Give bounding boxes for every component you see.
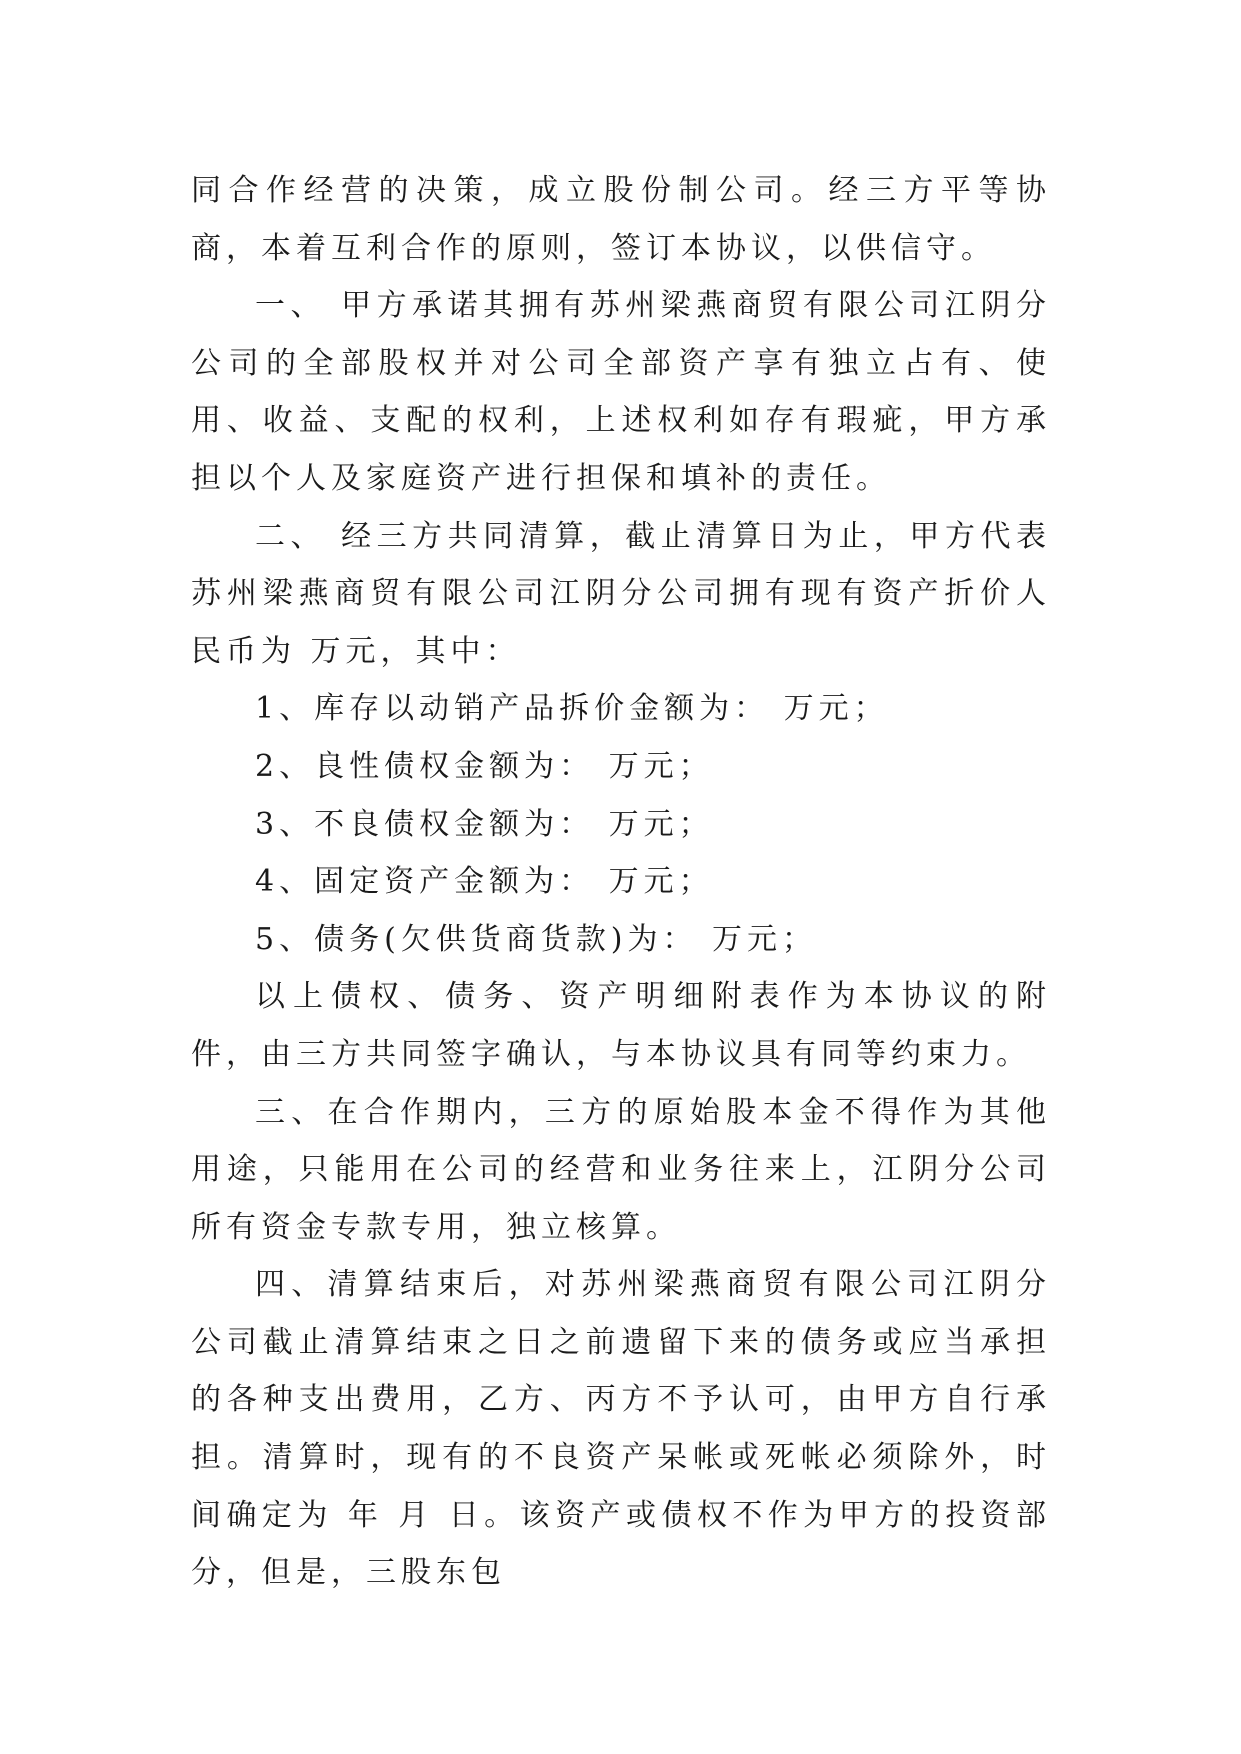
paragraph-clause-1: 一、 甲方承诺其拥有苏州梁燕商贸有限公司江阴分公司的全部股权并对公司全部资产享有独立占有、使用、收益、支配的权利，上述权利如存有瑕疵，甲方承担以个人及家庭资产进行担保和填补的责任。 xyxy=(191,288,1051,496)
document-body xyxy=(191,162,1051,1602)
paragraph-clause-2: 二、 经三方共同清算，截止清算日为止，甲方代表苏州梁燕商贸有限公司江阴分公司拥有现有资产折价人民币为 万元，其中： xyxy=(191,518,1051,669)
paragraph-clause-3: 三、在合作期内，三方的原始股本金不得作为其他用途，只能用在公司的经营和业务往来上，江阴分公司所有资金专款专用，独立核算。 xyxy=(191,1094,1051,1245)
list-item-good-claims: 2、良性债权金额为： 万元； xyxy=(255,748,714,784)
paragraph-clause-4: 四、清算结束后，对苏州梁燕商贸有限公司江阴分公司截止清算结束之日之前遗留下来的债务或应当承担的各种支出费用，乙方、丙方不予认可，由甲方自行承担。清算时，现有的不良资产呆帐或死帐必须除外，时间确定为 年 月 日。该资产或债权不作为甲方的投资部分，但是，三股东包 xyxy=(191,1267,1051,1591)
list-item-debts: 5、债务(欠供货商货款)为： 万元； xyxy=(255,921,818,957)
list-item-fixed-assets: 4、固定资产金额为： 万元； xyxy=(255,864,714,900)
paragraph-attachment-note: 以上债权、债务、资产明细附表作为本协议的附件，由三方共同签字确认，与本协议具有同等约束力。 xyxy=(191,979,1051,1072)
list-item-inventory: 1、库存以动销产品拆价金额为： 万元； xyxy=(255,691,889,727)
paragraph-intro-continuation: 同合作经营的决策，成立股份制公司。经三方平等协商，本着互利合作的原则，签订本协议，以供信守。 xyxy=(191,173,1051,266)
list-item-bad-claims: 3、不良债权金额为： 万元； xyxy=(255,806,714,842)
